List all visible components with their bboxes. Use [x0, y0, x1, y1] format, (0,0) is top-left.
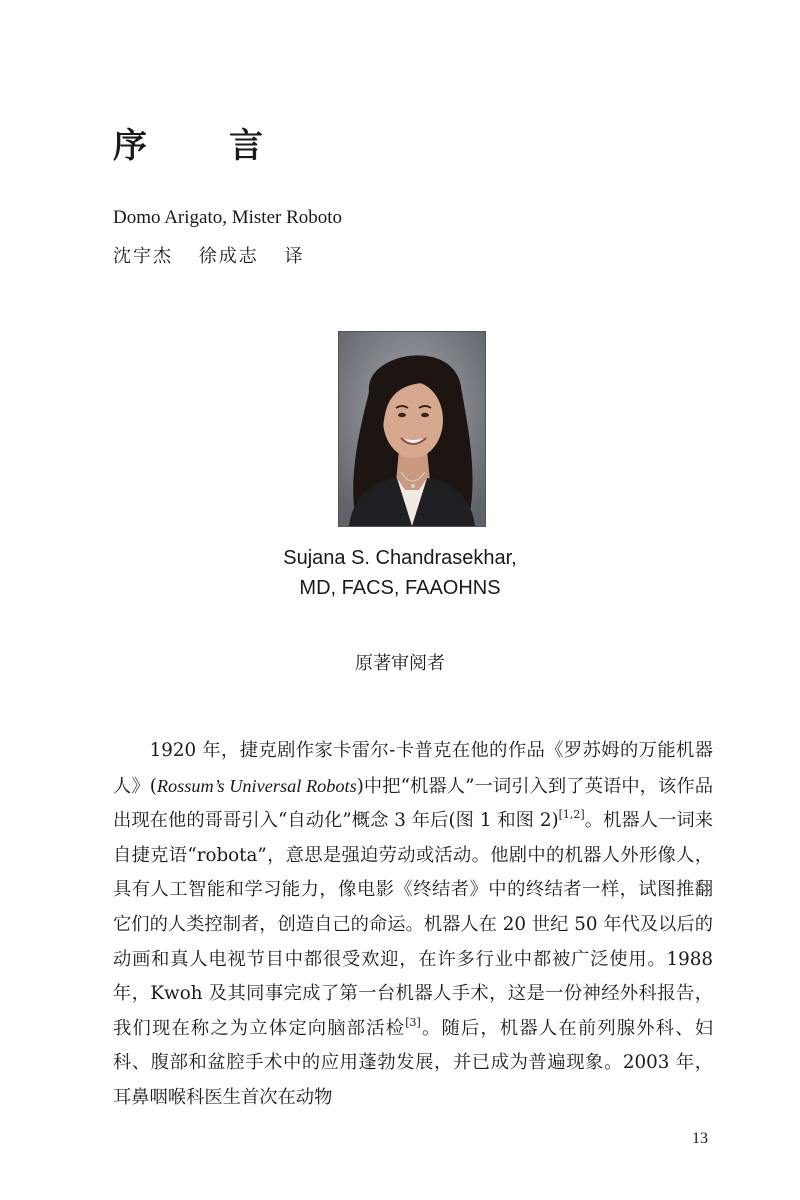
book-title-italic: Rossum’s Universal Robots: [156, 775, 357, 796]
body-text-part: )中把“机器人”一词引入到了英语中，该作品出现在他的哥哥引入“自动化”概念 3 年后(图 1 和图 2): [113, 775, 714, 832]
author-portrait: [338, 331, 486, 527]
translator-name: 沈宇杰: [113, 246, 173, 267]
author-credentials: MD, FACS, FAAOHNS: [299, 577, 501, 599]
body-paragraph: [113, 734, 713, 1116]
citation-reference: [3]: [405, 1015, 421, 1029]
author-credit: [0, 543, 800, 603]
body-text-part: 。随后，机器人在前列腺外科、妇科、腹部和盆腔手术中的应用蓬勃发展，并已成为普遍现象。2003 年，耳鼻咽喉科医生首次在动物: [113, 1017, 713, 1108]
page-number: 13: [692, 1130, 708, 1147]
chapter-subtitle: Domo Arigato, Mister Roboto: [113, 207, 343, 228]
translator-line: [113, 242, 322, 268]
translator-label: 译: [284, 246, 305, 267]
translator-name: 徐成志: [198, 246, 259, 267]
author-role: 原著审阅者: [355, 653, 445, 674]
page-title: 序 言: [113, 126, 287, 166]
portrait-image: [339, 332, 485, 526]
citation-reference: [1,2]: [558, 808, 585, 822]
body-text-part: 。机器人一词来自捷克语“robota”，意思是强迫劳动或活动。他剧中的机器人外形像人，具有人工智能和学习能力，像电影《终结者》中的终结者一样，试图推翻它们的人类控制者，创造自己的命运。机器人在 20 世纪 50 年代及以后的动画和真人电视节目中都很受欢迎，在许多行业中都被广泛使用。1988 年，Kwoh 及其同事完成了第一台机器人手术，这是一份神经外科报告，我们现在称之为立体定向脑部活检: [113, 810, 714, 1039]
body-text-part: 1920 年，捷克剧作家卡雷尔-卡普克在他的作品《罗苏姆的万能机器人》(: [113, 740, 713, 797]
author-name: Sujana S. Chandrasekhar,: [283, 547, 517, 569]
